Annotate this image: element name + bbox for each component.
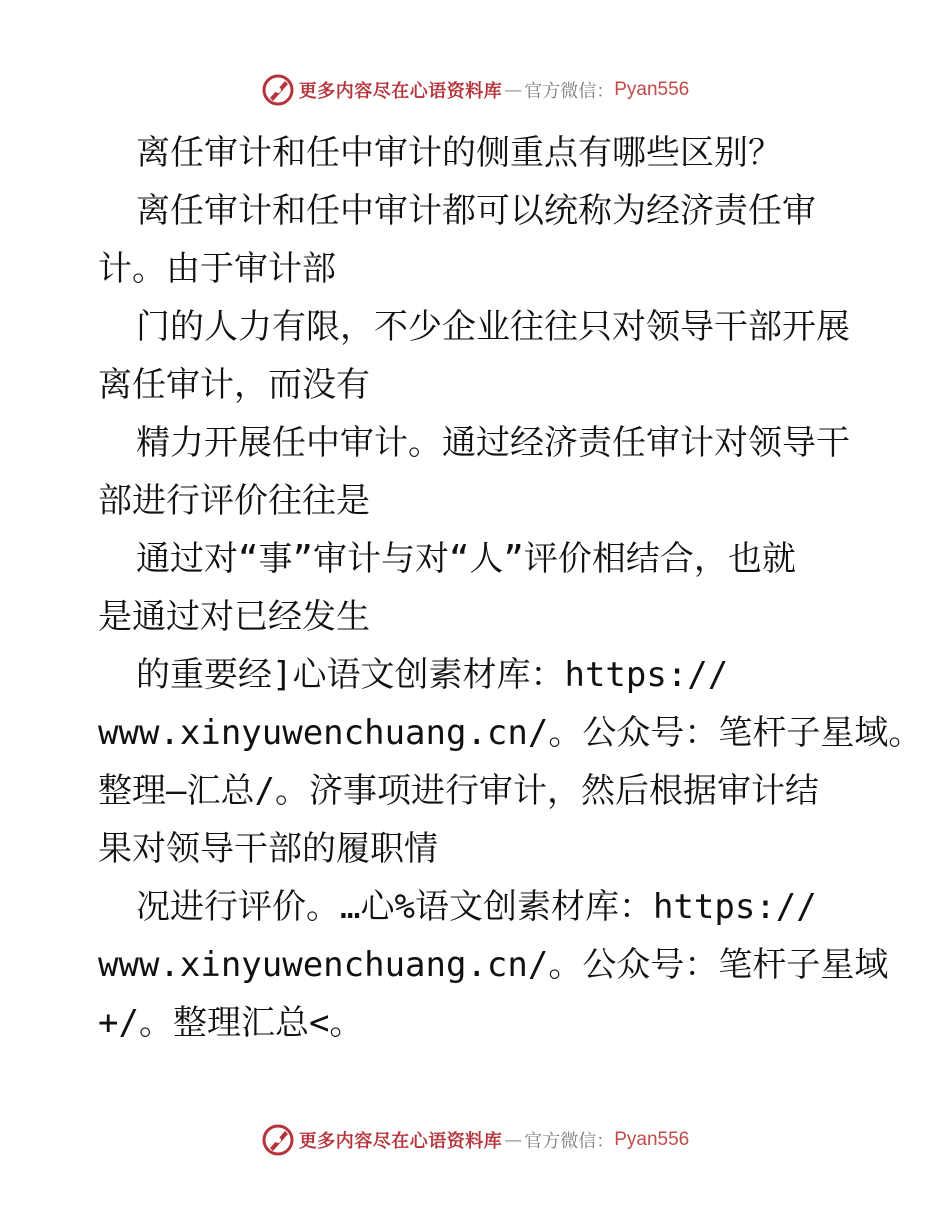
paragraph-line: 通过对“事”审计与对“人”评价相结合，也就 <box>136 539 796 579</box>
paragraph-line: 计。由于审计部 <box>98 249 336 289</box>
paragraph-line: www.xinyuwenchuang.cn/。公众号：笔杆子星域。 <box>98 713 923 753</box>
watermark-dash: — <box>504 1129 523 1151</box>
paragraph-line: 况进行评价。…心%语文创素材库：https:// <box>136 887 817 927</box>
paragraph-line: 离任审计，而没有 <box>98 365 370 405</box>
paragraph-line: 门的人力有限，不少企业往往只对领导干部开展 <box>136 307 850 347</box>
pen-logo-icon <box>261 1123 295 1157</box>
header-watermark <box>0 70 950 110</box>
paragraph-line: 离任审计和任中审计都可以统称为经济责任审 <box>136 191 816 231</box>
watermark-text: 更多内容尽在心语资料库 <box>298 1131 503 1152</box>
watermark-wechat-id: Pyan556 <box>614 1129 690 1150</box>
question-title: 离任审计和任中审计的侧重点有哪些区别？ <box>136 133 782 173</box>
footer-watermark <box>0 1120 950 1160</box>
paragraph-line: 部进行评价往往是 <box>98 481 370 521</box>
pen-logo-icon <box>261 73 295 107</box>
paragraph-line: 的重要经]心语文创素材库：https:// <box>136 655 729 695</box>
paragraph-line: www.xinyuwenchuang.cn/。公众号：笔杆子星域 <box>98 945 889 985</box>
paragraph-line: 精力开展任中审计。通过经济责任审计对领导干 <box>136 423 850 463</box>
paragraph-line: 果对领导干部的履职情 <box>98 829 438 869</box>
watermark-text: 更多内容尽在心语资料库 <box>298 81 503 102</box>
paragraph-line: 是通过对已经发生 <box>98 597 370 637</box>
watermark-dash: — <box>504 79 523 101</box>
watermark-contact-label: 官方微信： <box>524 81 615 102</box>
watermark-contact-label: 官方微信： <box>524 1131 615 1152</box>
paragraph-line: +/。整理汇总<。 <box>98 1003 364 1043</box>
document-body <box>98 124 923 1052</box>
paragraph-line: 整理—汇总/。济事项进行审计，然后根据审计结 <box>98 771 819 811</box>
watermark-wechat-id: Pyan556 <box>614 79 690 100</box>
